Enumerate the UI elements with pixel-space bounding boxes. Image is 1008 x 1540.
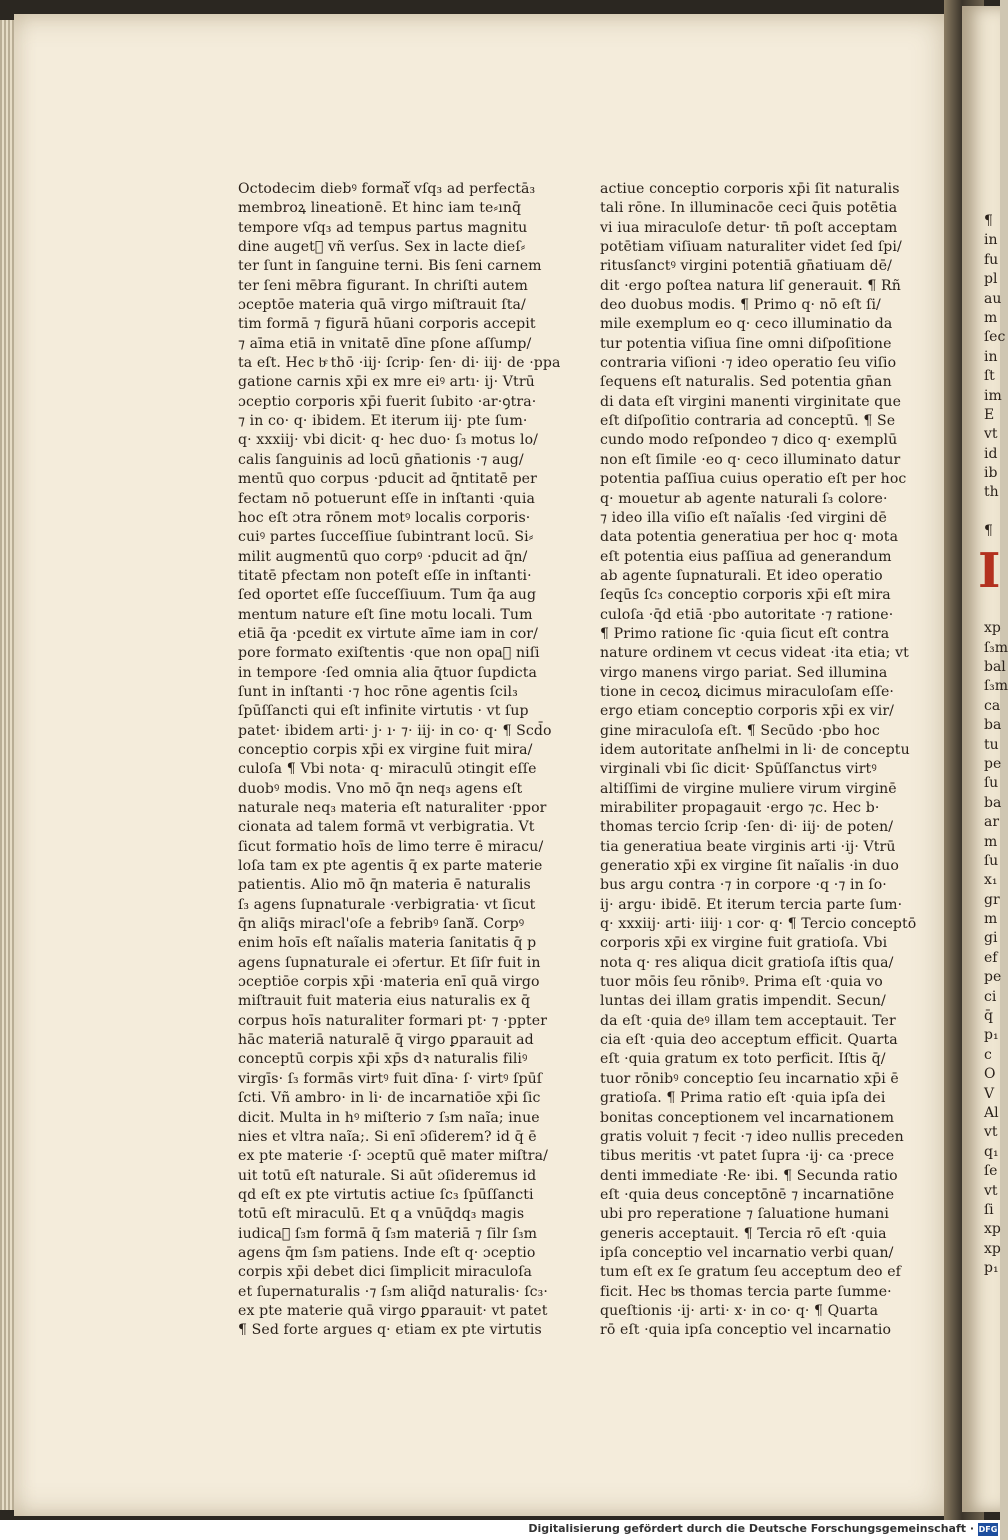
- text-line: ſ₃m: [984, 639, 1008, 656]
- text-line: fu: [984, 251, 999, 268]
- text-line: loſa tam ex pte agentis q̄ ex parte materie: [238, 858, 543, 875]
- text-line: ɔceptio corporis xp̄i fuerit ſubito ·ar·ꝯtra·: [238, 393, 537, 410]
- text-line: culoſa ·q̄d etiā ·pbo autoritate ·⁊ ratione·: [600, 606, 894, 623]
- text-line: cia eſt ·quia deo acceptum efficit. Quarta: [600, 1032, 898, 1049]
- red-initial: I: [978, 543, 1001, 599]
- text-line: mentū quo corpus ·pducit ad q̄ntitatē per: [238, 471, 537, 488]
- text-line: vt: [984, 1182, 998, 1199]
- text-line: da eſt ·quia deꝰ illam tem acceptauit. Ter: [600, 1012, 896, 1029]
- text-line: miſtrauit fuit materia eius naturalis ex q̄: [238, 993, 531, 1010]
- text-line: au: [984, 290, 1002, 307]
- text-line: q₁: [984, 1143, 999, 1160]
- text-line: ubi pro reperatione ⁊ ſaluatione humani: [600, 1206, 889, 1223]
- text-line: idem autoritate anſhelmi in li· de conceptu: [600, 741, 910, 758]
- text-line: ta eſt. Hec bͤ thō ·iij· ſcrip· ſen· di· iij· de ·ppa: [238, 355, 561, 372]
- facing-page-edge: [962, 6, 1008, 1512]
- text-line: bal: [984, 658, 1006, 675]
- text-line: ex pte materie ·ſ· ɔceptū quē mater miſtra/: [238, 1148, 548, 1165]
- text-line: hoc eſt ɔtra rōnem motꝰ localis corporis·: [238, 509, 531, 526]
- text-line: thomas tercio ſcrip ·ſen· di· iij· de poten/: [600, 819, 894, 836]
- text-line: ter ſeni mēbra figurant. In chriſti autem: [238, 277, 529, 294]
- text-line: queſtionis ·ij· arti· x· in co· q· ¶ Quarta: [600, 1302, 879, 1319]
- text-line: q̄: [984, 1008, 993, 1025]
- text-line: xp: [984, 1221, 1001, 1238]
- text-line: mile exemplum eo q· ceco illuminatio da: [600, 316, 893, 333]
- text-line: m: [984, 833, 998, 850]
- text-line: tim formā ⁊ figurā hūani corporis accepit: [238, 316, 536, 333]
- text-line: gatione carnis xp̄i ex mre eiꝰ artı· ij· Vtrū: [238, 374, 535, 391]
- text-line: xp: [984, 620, 1001, 637]
- text-line: ritusſanctꝰ virgini potentiā gn̄atiuam dē/: [600, 258, 892, 275]
- text-line: ⁊ in co· q· ibidem. Et iterum iij· pte ſum·: [238, 413, 528, 430]
- text-line: pe: [984, 755, 1002, 772]
- text-line: naturale neq₃ materia eſt naturaliter ·ppor: [238, 800, 547, 816]
- text-column-left: [238, 180, 561, 1341]
- text-line: ib: [984, 465, 998, 482]
- text-line: ter ſunt in ſanguine terni. Bis ſeni carnem: [238, 258, 542, 275]
- text-line: tu: [984, 736, 999, 753]
- text-line: actiue conceptio corporis xp̄i ſit naturalis: [600, 181, 900, 197]
- text-line: di data eſt virgini manenti virginitate que: [600, 393, 902, 410]
- text-line: ſi: [984, 1201, 994, 1218]
- text-line: ar: [984, 814, 1000, 831]
- text-line: nature ordinem vt cecus videat ·ita etia; vt: [600, 645, 909, 662]
- text-line: pe: [984, 969, 1002, 986]
- text-line: E: [984, 406, 995, 423]
- text-line: xp: [984, 1240, 1001, 1257]
- text-line: qd eſt ex pte virtutis actiue ſc₃ ſpūſſancti: [238, 1186, 534, 1203]
- text-line: in: [984, 232, 998, 249]
- text-line: et ſupernaturalis ·⁊ ſ₃m aliq̄d naturalis· ſc₃·: [238, 1283, 548, 1300]
- text-line: ſu: [984, 775, 999, 792]
- text-line: ba: [984, 717, 1002, 734]
- text-line: ſ₃ agens ſupnaturale ·verbigratia· vt ſicut: [238, 896, 536, 913]
- text-line: m: [984, 309, 998, 326]
- text-line: ficit. Hec bͤs thomas tercia parte ſumme·: [600, 1283, 892, 1300]
- text-line: mentum nature eſt ſine motu locali. Tum: [238, 606, 533, 623]
- text-line: ſt: [984, 368, 995, 385]
- text-line: ſec: [984, 329, 1006, 346]
- text-line: totū eſt miraculū. Et q a vnūq̄dq₃ magis: [238, 1206, 525, 1223]
- text-line: cionata ad talem formā vt verbigratia. Vt: [238, 819, 535, 836]
- text-line: cuiꝰ partes ſucceſſiue ſubintrant locū. Si⸗: [238, 529, 534, 546]
- text-line: etiā q̄a ·pcedit ex virtute aīme iam in cor/: [238, 625, 538, 642]
- text-line: generatio xp̄i ex virgine ſit naĩalis ·in duo: [600, 858, 899, 875]
- text-line: gratioſa. ¶ Prima ratio eſt ·quia ipſa dei: [600, 1090, 886, 1107]
- text-line: ¶: [984, 523, 993, 540]
- text-line: id: [984, 445, 998, 462]
- text-line: enim hoīs eſt naĩalis materia ſanitatis q̄ p: [238, 935, 537, 952]
- text-line: potētiam viſiuam naturaliter videt ſed ſpi/: [600, 239, 902, 256]
- text-line: q̄n aliq̄s miracl'oſe a febribꝰ ſanaᷓ. Corpꝰ: [238, 916, 525, 933]
- text-line: ſcti. Vñ ambro· in li· de incarnatiōe xp̄i ſic: [238, 1090, 541, 1107]
- text-line: vi iua miraculoſe detur· tn̄ poſt acceptam: [600, 219, 898, 236]
- text-line: membroꝝ lineationē. Et hinc iam te⸗ınq̄: [238, 200, 522, 217]
- footer-credit: Digitalisierung gefördert durch die Deutsche Forschungsgemeinschaft ·: [528, 1522, 974, 1535]
- text-line: ⁊ ideo illa viſio eſt naĩalis ·ſed virgini dē: [600, 509, 887, 526]
- text-line: bonitas conceptionem vel incarnationem: [600, 1109, 895, 1126]
- text-line: ſunt in inſtanti ·⁊ hoc rōne agentis ſcil₃: [238, 683, 518, 700]
- text-line: eſt potentia eius paſſiua ad generandum: [600, 548, 892, 565]
- text-line: eſt diſpoſitio contraria ad conceptū. ¶ Se: [600, 413, 896, 430]
- text-line: ci: [984, 988, 997, 1005]
- text-line: tali rōne. In illuminacōe ceci q̄uis potētia: [600, 200, 898, 217]
- text-line: data potentia generatiua per hoc q· mota: [600, 529, 899, 546]
- text-line: in tempore ·ſed omnia alia q̄tuor ſupdicta: [238, 664, 538, 681]
- text-line: ſeqūs ſc₃ conceptio corporis xp̄i eſt mira: [600, 587, 891, 604]
- text-line: ɔceptiōe corpis xp̄i ·materia enī quā virgo: [238, 974, 540, 991]
- text-line: corporis xp̄i ex virgine fuit gratioſa. Vbi: [600, 935, 888, 952]
- text-line: eſt ·quia deus conceptōnē ⁊ incarnatiōne: [600, 1186, 895, 1203]
- text-line: patet· ibidem arti· j· ı· ⁊· iij· in co· q· ¶ Scd̄o: [238, 722, 552, 739]
- text-line: ipſa conceptio vel incarnatio verbi quan/: [600, 1244, 894, 1261]
- text-line: nies et vltra naĩa;. Si enī ɔſiderem? id q̄ ē: [238, 1128, 537, 1145]
- text-line: virgīs· ſ₃ formās virtꝰ fuit dīna· ſ· virtꝰ ſpūſ: [238, 1070, 543, 1087]
- text-line: uit totū eſt naturale. Si aūt ɔſideremus id: [238, 1167, 537, 1184]
- text-line: corpus hoīs naturaliter formari pt· ⁊ ·ppter: [238, 1012, 548, 1029]
- text-line: ſe: [984, 1163, 998, 1180]
- facing-page-text: [984, 212, 1008, 1278]
- text-line: Al: [984, 1104, 999, 1121]
- text-column-right: [600, 180, 917, 1341]
- text-line: tur potentia viſiua ſine omni diſpoſitione: [600, 335, 892, 352]
- text-line: [984, 600, 1008, 619]
- text-line: hāc materiā naturalē q̄ virgo ꝑparauit ad: [238, 1032, 534, 1049]
- text-line: luntas dei illam gratis impendit. Secun/: [600, 993, 886, 1010]
- text-line: ſpūſſancti qui eſt infinite virtutis · vt ſup: [238, 703, 529, 720]
- text-line: ſu: [984, 852, 999, 869]
- text-line: non eſt ſimile ·eo q· ceco illuminato datur: [600, 451, 901, 468]
- text-line: tione in cecoꝝ dicimus miraculoſam eſſe·: [600, 683, 894, 700]
- text-line: ¶ Primo ratione ſic ·quia ſicut eſt contra: [600, 625, 890, 642]
- text-line: tuor rōnibꝰ conceptio ſeu incarnatio xp̄i ē: [600, 1070, 899, 1087]
- text-line: ab agente ſupnaturali. Et ideo operatio: [600, 567, 883, 584]
- text-line: rō eſt ·quia ipſa conceptio vel incarnatio: [600, 1322, 892, 1339]
- text-line: ergo etiam conceptio corporis xp̄i ex vir/: [600, 703, 895, 720]
- text-line: ⁊ aīma etiā in vnitatē dīne pſone aſſump/: [238, 335, 532, 352]
- text-line: [984, 503, 1008, 522]
- text-line: Octodecim diebꝰ formatᷓ vſq₃ ad perfectā₃: [238, 181, 536, 197]
- text-line: generis acceptauit. ¶ Tercia rō eſt ·quia: [600, 1225, 887, 1242]
- text-line: V: [984, 1085, 995, 1102]
- text-line: virgo manens virgo pariat. Sed illumina: [600, 664, 888, 681]
- text-line: ſicut formatio hoīs de limo terre ē miracu/: [238, 838, 544, 855]
- text-line: im: [984, 387, 1002, 404]
- text-line: gi: [984, 930, 998, 947]
- text-line: gine miraculoſa eſt. ¶ Secūdo ·pbo hoc: [600, 722, 880, 739]
- text-line: mirabiliter propagauit ·ergo ⁊c. Hec b·: [600, 800, 880, 816]
- text-line: virginali vbi ſic dicit· Spūſſanctus virtꝰ: [600, 761, 877, 778]
- text-line: th: [984, 484, 999, 501]
- text-line: patientis. Alio mō q̄n materia ē naturalis: [238, 877, 531, 894]
- text-line: vt: [984, 426, 998, 443]
- text-line: bus argu contra ·⁊ in corpore ·q ·⁊ in ſo·: [600, 877, 887, 894]
- text-line: contraria viſioni ·⁊ ideo operatio ſeu viſio: [600, 355, 897, 372]
- text-line: pl: [984, 271, 998, 288]
- text-line: x₁: [984, 872, 998, 889]
- text-line: dicit. Multa in hꝰ miſterio ⁊ ſ₃m naĩa; inue: [238, 1109, 540, 1126]
- text-line: pore formato exiſtentis ·que non opaᷓ niſi: [238, 645, 540, 662]
- text-line: ij· argu· ibidē. Et iterum tercia parte ſum·: [600, 896, 903, 913]
- text-line: ¶ Sed forte argues q· etiam ex pte virtutis: [238, 1322, 542, 1339]
- text-line: p₁: [984, 1260, 999, 1277]
- text-line: tibus meritis ·vt patet ſupra ·ij· ca ·prece: [600, 1148, 895, 1165]
- text-line: ¶: [984, 213, 993, 229]
- text-line: ɔceptōe materia quā virgo miſtrauit ſta/: [238, 297, 526, 314]
- text-line: denti immediate ·Re· ibi. ¶ Secunda ratio: [600, 1167, 898, 1184]
- text-line: calis ſanguinis ad locū gn̄ationis ·⁊ aug/: [238, 451, 524, 468]
- text-line: tempore vſq₃ ad tempus partus magnitu: [238, 219, 528, 236]
- text-line: O: [984, 1066, 996, 1083]
- text-line: eſt ·quia gratum ex toto perficit. Iſtis q̄/: [600, 1051, 886, 1068]
- footer-bar: [0, 1520, 1000, 1540]
- text-line: q· xxxiij· vbi dicit· q· hec duo· ſ₃ motus lo/: [238, 432, 539, 449]
- text-line: titatē pfectam non poteſt eſſe in inſtanti·: [238, 567, 532, 584]
- text-line: culoſa ¶ Vbi nota· q· miraculū ɔtingit eſſe: [238, 761, 537, 778]
- text-line: dine augetᷓ vñ verſus. Sex in lacte dieſ⸗: [238, 239, 526, 256]
- text-line: nota q· res aliqua dicit gratioſa iſtis qua/: [600, 954, 894, 971]
- text-line: deo duobus modis. ¶ Primo q· nō eſt ſi/: [600, 297, 881, 314]
- text-line: tum eſt ex ſe gratum ſeu acceptum deo ef: [600, 1264, 901, 1281]
- text-line: m: [984, 911, 998, 928]
- text-line: ca: [984, 697, 1001, 714]
- text-line: p₁: [984, 1027, 999, 1044]
- text-line: q· mouetur ab agente naturali ſ₃ colore·: [600, 490, 888, 507]
- text-line: ba: [984, 794, 1002, 811]
- dfg-logo: DFG: [978, 1525, 998, 1534]
- text-line: in: [984, 348, 998, 365]
- text-line: ſed oportet eſſe ſucceſſiuum. Tum q̄a aug: [238, 587, 537, 604]
- text-line: conceptio corpis xp̄i ex virgine fuit mira/: [238, 741, 533, 758]
- text-line: iudicaᷓ ſ₃m formā q̄ ſ₃m materiā ⁊ ſilr ſ₃m: [238, 1225, 538, 1242]
- text-line: c: [984, 1046, 992, 1063]
- text-line: cundo modo reſpondeo ⁊ dico q· exemplū: [600, 432, 898, 449]
- text-line: fectam nō potuerunt eſſe in inſtanti ·quia: [238, 490, 535, 507]
- text-line: gr: [984, 891, 1000, 908]
- text-line: q· xxxiij· arti· iiij· ı cor· q· ¶ Tercio conceptō: [600, 916, 917, 933]
- text-line: ef: [984, 949, 998, 966]
- text-line: conceptū corpis xp̄i xp̄s dꝛ naturalis filiꝰ: [238, 1051, 528, 1068]
- text-line: potentia paſſiua cuius operatio eſt per hoc: [600, 471, 907, 488]
- text-line: tia generatiua beate virginis arti ·ij· Vtrū: [600, 838, 896, 855]
- text-line: corpis xp̄i debet dici ſimplicit miraculoſa: [238, 1264, 533, 1281]
- text-line: agens ſupnaturale ei ɔfertur. Et ſiſr fuit in: [238, 954, 541, 971]
- text-line: gratis voluit ⁊ fecit ·⁊ ideo nullis preceden: [600, 1128, 904, 1145]
- text-line: duobꝰ modis. Vno mō q̄n neq₃ agens eſt: [238, 780, 523, 797]
- text-line: milit augmentū quo corpꝰ ·pducit ad q̄n/: [238, 548, 528, 565]
- text-line: altiſſimi de virgine muliere virum virginē: [600, 780, 897, 797]
- text-line: tuor mōis ſeu rōnibꝰ. Prima eſt ·quia vo: [600, 974, 883, 991]
- text-line: agens q̄m ſ₃m patiens. Inde eſt q· ɔceptio: [238, 1244, 536, 1261]
- text-line: ex pte materie quā virgo ꝑparauit· vt patet: [238, 1302, 548, 1319]
- text-line: ſequens eſt naturalis. Sed potentia gn̄an: [600, 374, 892, 391]
- text-line: vt: [984, 1124, 998, 1141]
- text-line: ſ₃m: [984, 678, 1008, 695]
- text-line: dit ·ergo poſtea natura liſ generauit. ¶ Rñ: [600, 277, 901, 294]
